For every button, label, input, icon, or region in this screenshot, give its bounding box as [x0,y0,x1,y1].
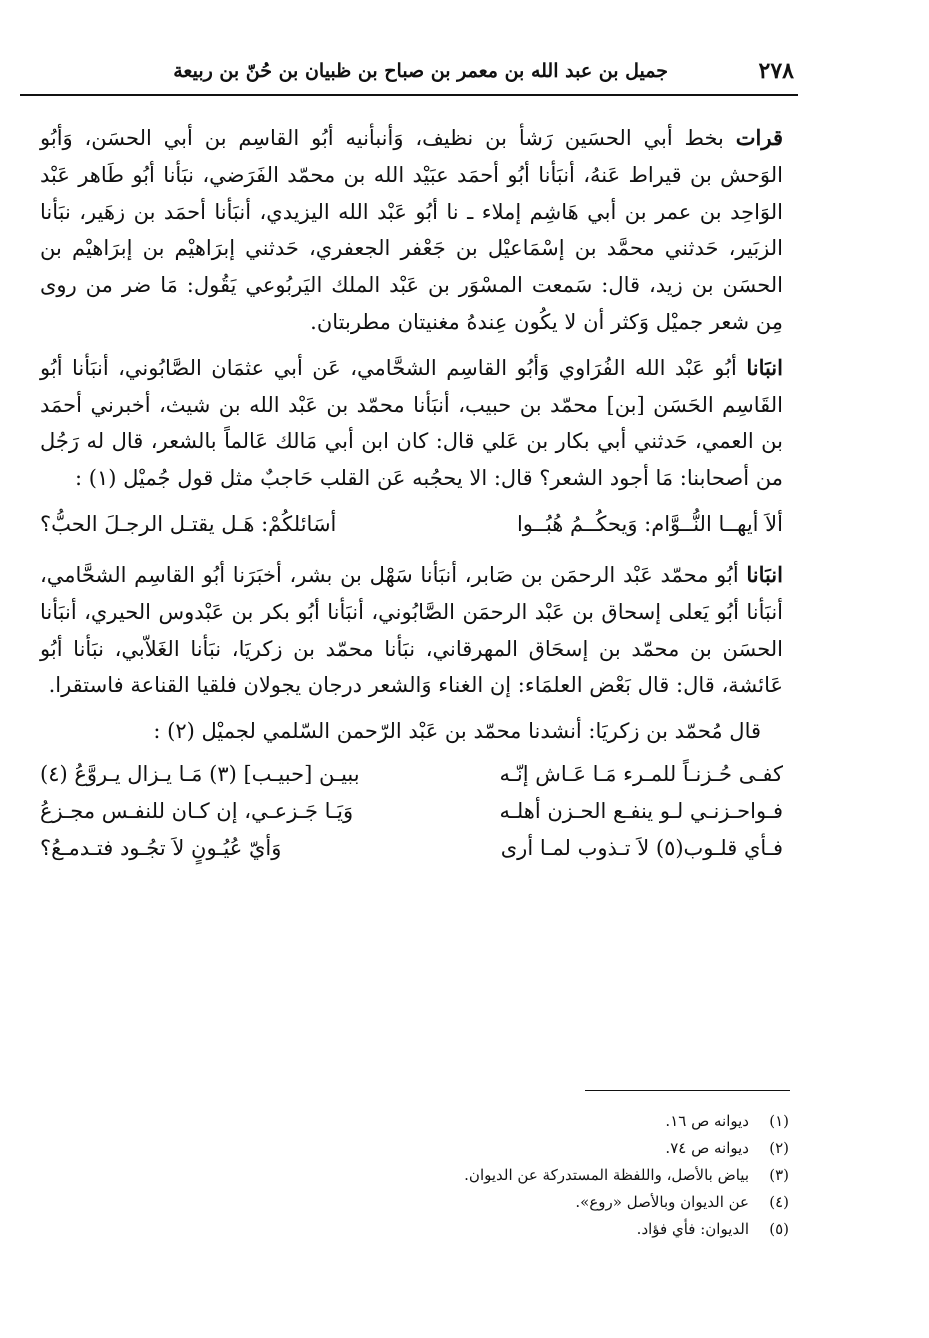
verse-line [40,506,783,543]
footnote-text: ديوانه ص ٧٤. [665,1139,749,1157]
footnote-item [269,1135,789,1162]
paragraph-2 [40,350,783,497]
main-text [40,120,783,907]
footnote-item [269,1162,789,1189]
verse-first-hemistich: فـأي قلـوب(٥) لاَ تـذوب لمـا أرى [500,835,783,860]
verse-second-hemistich: وَيَـا جَـزعـي، إن كـان للنفـس مجـزعُ [40,798,354,823]
verse-first-hemistich: ألاَ أيهــا النُّــوَّام: وَيحكُــمُ هُبُــوا [516,511,783,536]
verse-line [40,830,783,867]
running-header [20,56,798,96]
paragraph-text: بخط أبي الحسَين رَشأ بن نظيف، وَأنبأنيه أبُو القاسِم بن أبي الحسَن، وَأبُو الوَحش بن قيراط عَنهُ، أنبَأنا أبُو أحمَد عبَيْد الله بن محمّد الفَرَضي، نبَأنا أبُو طَاهر عَبْد الوَاحِد بن عمر بن أبي هَاشِم إملاء ـ نا أبُو عَبْد الله اليزيدي، أنبَأنا أحمَد بن زهَير، نبَأنا الزبَير، حَدثني محمَّد بن إسْمَاعيْل بن جَعْفر الجعفري، حَدثني إبرَاهيْم بن إبرَاهيْم بن الحسَن بن زيد، قال: سَمعت المسْوَر بن عَبْد الملك اليَربُوعي يَقُول: مَا ضر من روى مِن شعر جميْل وَكثر أن لا يكُون عِندهُ مغنيتان مطربتان. [40,126,783,334]
verse-first-hemistich: فـواحـزنـي لـو ينفـع الحـزن أهلـه [499,798,783,823]
verse-line [40,793,783,830]
paragraph-text: أبُو عَبْد الله الفُرَاوي وَأبُو القاسِم الشحَّامي، عَن أبي عثمَان الصَّابُوني، أنبَأنا أبُو القَاسِم الحَسَن [بن] محمّد بن حبيب، أنبَأنا محمّد بن عَبْد الله بن شيث، أخبرني أحمَد بن العمي، حَدثني أبي بكار بن عَلي قال: كان ابن أبي مَالك عَالماً بالشعر، قال له رَجُل من أصحابنا: مَا أجود الشعر؟ قال: الا يحجُبه عَن القلب حَاجبٌ مثل قول جُميْل [40,355,783,491]
paragraph-text: أبُو محمّد عَبْد الرحمَن بن صَابر، أنبَأنا سَهْل بن بشر، أخبَرَنا أبُو القاسِم الشحَّامي، أنبَأنا أبُو يَعلى إسحاق بن عَبْد الرحمَن الصَّابُوني، أنبَأنا أبُو بكر بن عَبْدوس الحيري، أنبَأنا الحسَن بن محمّد بن إسحَاق المهرقاني، نبَأنا محمّد بن زكريَا، نبَأنا الغَلاّبي، نبَأنا أبُو عَائشة، قال: قال بَعْض العلمَاء: إن الغناء وَالشعر درجان يجولان فلقيا القناعة فاستقرا. [40,562,783,698]
footnote-item [269,1189,789,1216]
footnote-number: (١) [769,1112,789,1130]
footnote-number: (٢) [769,1139,789,1157]
paragraph-lead: انبَانا [746,354,783,380]
verse-second-hemistich: أسَائلكُمْ: هَـل يقتـل الرجـلَ الحبُّ؟ [40,511,337,536]
footnote-text: عن الديوان وبالأصل «روع». [575,1193,749,1211]
intro-text: قال مُحمّد بن زكريَا: أنشدنا محمّد بن عَبْد الرّحمن السّلمي لجميْل [201,719,761,744]
footnote-item [269,1108,789,1135]
paragraph-1 [40,120,783,341]
footnote-divider [585,1090,790,1091]
paragraph-3 [40,557,783,704]
footnote-number: (٤) [769,1193,789,1211]
paragraph-lead: قرات [735,125,783,150]
poem-intro [40,713,761,750]
footnote-number: (٣) [769,1166,789,1184]
footnote-ref: (١) : [75,466,124,491]
footnote-text: ديوانه ص ١٦. [665,1112,749,1130]
page-number: ٢٧٨ [758,58,794,84]
footnote-text: الديوان: فأي فؤاد. [636,1220,749,1238]
poem [40,756,783,867]
verse-second-hemistich: ببيـن [حبيـب] (٣) مَـا يـزال يـروَّعُ (٤) [40,761,360,786]
footnotes [269,1108,789,1243]
paragraph-lead: انبَانا [746,561,783,587]
header-title: جميل بن عبد الله بن معمر بن صباح بن ظبيان بن حُنّ بن ربيعة [173,60,668,82]
footnote-text: بياض بالأصل، واللفظة المستدركة عن الديوان. [464,1166,749,1184]
verse-first-hemistich: كفـى حُـزنـاً للمـرء مَـا عَـاش إنّـه [499,761,783,786]
verse-line [40,756,783,793]
footnote-number: (٥) [769,1220,789,1238]
verse-second-hemistich: وَأيّ عُيُـونٍ لاَ تجُـود فتـدمـعُ؟ [40,835,282,860]
footnote-item [269,1216,789,1243]
footnote-ref: (٢) : [153,719,202,744]
